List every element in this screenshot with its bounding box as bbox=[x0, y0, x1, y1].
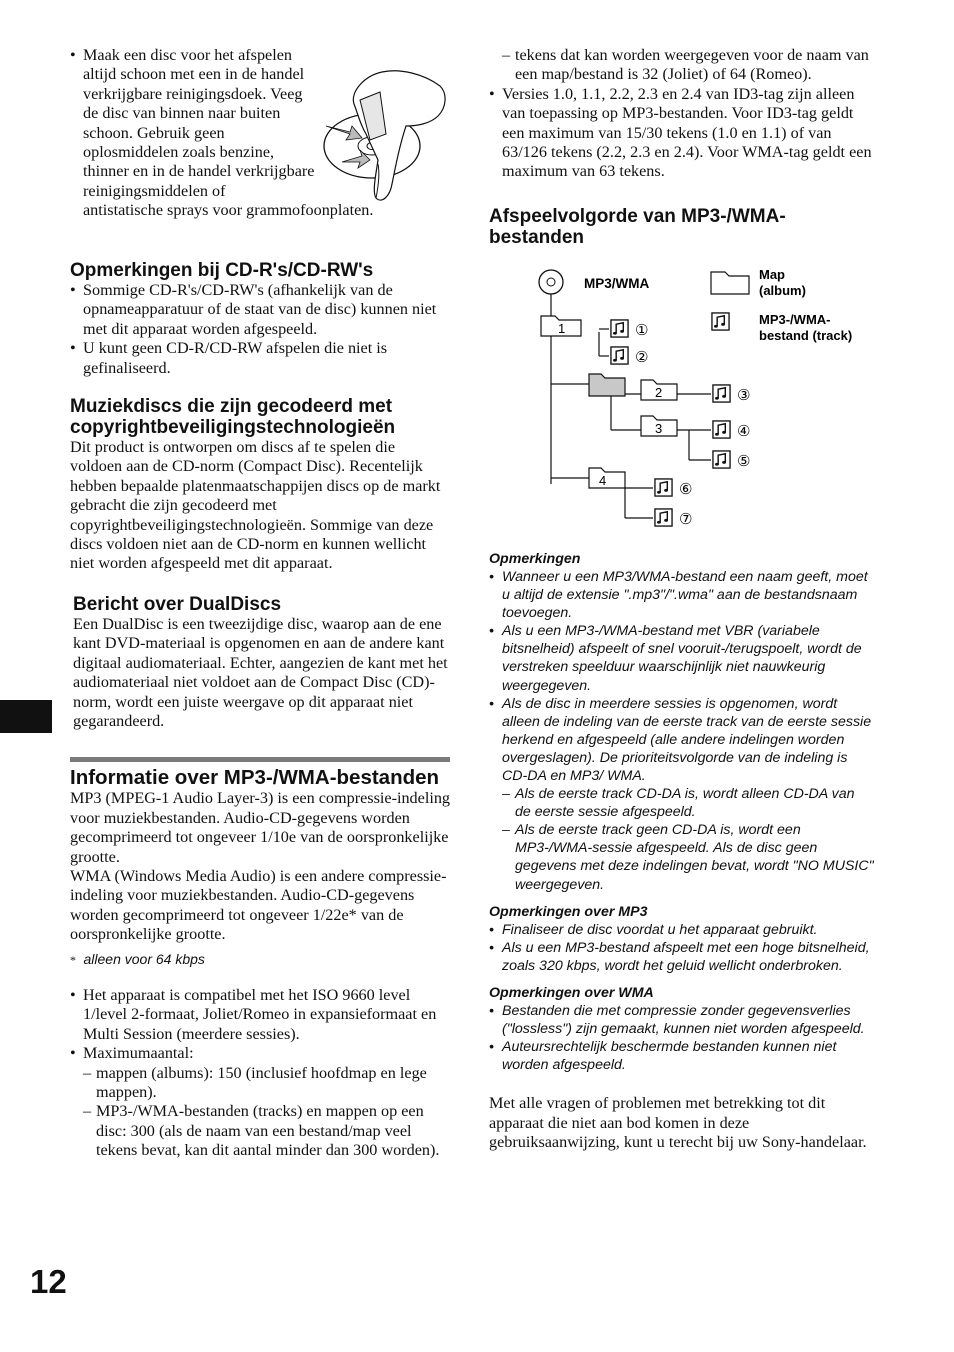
list-item: • Finaliseer de disc voordat u het apparaat gebruikt. bbox=[489, 921, 874, 939]
closing-paragraph: Met alle vragen of problemen met betrekking tot dit apparaat die niet aan bod komen in deze gebruiksaanwijzing, kunt u terecht bij uw Sony-handelaar. bbox=[489, 1094, 867, 1152]
folder-number: 4 bbox=[599, 472, 607, 488]
list-item: • Versies 1.0, 1.1, 2.2, 2.3 en 2.4 van ID3-tag zijn alleen van toepassing op MP3-bestanden. Voor ID3-tag geldt een maximum van 15/30 tekens (1.0 en 1.1) of van 63/126 tekens (2.2, 2.3 en 2.4). Voor WMA-tag geldt een maximum van 63 tekens. bbox=[489, 85, 874, 182]
section-rule bbox=[70, 757, 450, 762]
list-item bbox=[489, 695, 874, 894]
dualdisc-body: Een DualDisc is een tweezijdige disc, waarop aan de ene kant DVD-materiaal is opgenomen en aan de andere kant digitaal audiomateriaal. Echter, aangezien de kant met het audiomateriaal niet voldoet aan de Compact Disc (CD)-norm, wordt een juiste weergave op dit apparaat niet gegarandeerd. bbox=[73, 614, 448, 730]
footnote bbox=[70, 950, 450, 970]
list-item: • Auteursrechtelijk beschermde bestanden kunnen niet worden afgespeeld. bbox=[489, 1038, 874, 1074]
footnote-mark: * bbox=[70, 952, 76, 967]
music-file-icon bbox=[655, 509, 672, 526]
notes-heading: Opmerkingen over WMA bbox=[489, 985, 654, 1001]
cleaning-section bbox=[70, 46, 450, 221]
dash-item: – Als de eerste track geen CD-DA is, wordt een MP3-/WMA-sessie afgespeeld. Als de disc geen gegevens met deze indelingen bevat, wordt "NO MUSIC" weergegeven. bbox=[502, 821, 874, 893]
track-number: ② bbox=[635, 348, 649, 366]
list-item: • Als u een MP3-/WMA-bestand met VBR (variabele bitsnelheid) afspeelt of snel vooruit-/terugspoelt, wordt de verstreken speelduur waarschijnlijk niet nauwkeurig weergegeven. bbox=[489, 622, 874, 694]
list-item: • Wanneer u een MP3/WMA-bestand een naam geeft, moet u altijd de extensie ".mp3"/".wma" aan de bestandsnaam toevoegen. bbox=[489, 568, 874, 622]
dash-item: – MP3-/WMA-bestanden (tracks) en mappen op een disc: 300 (als de naam van een bestand/map veel tekens bevat, kan dit aantal minder dan 300 worden). bbox=[83, 1102, 450, 1160]
track-number: ③ bbox=[737, 386, 751, 404]
music-file-icon bbox=[611, 347, 628, 364]
album-folder-icon bbox=[589, 374, 625, 396]
list-item: • Als u een MP3-bestand afspeelt met een hoge bitsnelheid, zoals 320 kbps, wordt het geluid wellicht onderbroken. bbox=[489, 939, 874, 975]
legend-file-label: bestand (track) bbox=[759, 327, 853, 343]
list-item: • U kunt geen CD-R/CD-RW afspelen die niet is gefinaliseerd. bbox=[70, 339, 450, 378]
cleaning-text-tail: antistatische sprays voor grammofoonplaten. bbox=[83, 201, 374, 220]
music-file-icon bbox=[713, 421, 730, 438]
folder-number: 3 bbox=[655, 420, 663, 436]
sessions-note: Als de disc in meerdere sessies is opgenomen, wordt alleen de indeling van de eerste track van de eerste sessie herkend en afgespeeld (alle andere indelingen worden overgeslagen). De prioriteitsvolgorde van de indeling is CD-DA en MP3/ WMA. bbox=[502, 695, 872, 784]
folder-icon bbox=[589, 468, 625, 488]
track-number: ④ bbox=[737, 422, 751, 440]
right-column bbox=[489, 46, 874, 1153]
dualdisc-heading: Bericht over DualDiscs bbox=[73, 593, 282, 615]
track-number: ① bbox=[635, 321, 649, 339]
folder-icon bbox=[641, 380, 677, 400]
mp3-list bbox=[70, 986, 450, 1161]
root-disc-icon bbox=[539, 270, 563, 294]
notes-mp3 bbox=[489, 903, 874, 975]
max-count-label: Maximumaantal: bbox=[83, 1044, 194, 1063]
section-tab-marker bbox=[0, 700, 52, 733]
root-label: MP3/WMA bbox=[584, 275, 650, 291]
mp3-paragraph-2: WMA (Windows Media Audio) is een andere compressie-indeling voor muziekbestanden. Audio-CD-gegevens worden gecomprimeerd tot ongeveer 1/22e* van de oorspronkelijke grootte. bbox=[70, 866, 447, 944]
music-file-icon bbox=[611, 320, 628, 337]
folder-icon bbox=[541, 316, 581, 336]
play-order-heading: Afspeelvolgorde van MP3-/WMA-bestanden bbox=[489, 205, 786, 248]
music-file-icon bbox=[713, 451, 730, 468]
list-item: • Het apparaat is compatibel met het ISO 9660 level 1/level 2-formaat, Joliet/Romeo in expansieformaat en Multi Session (meerdere sessies). bbox=[70, 986, 450, 1044]
mp3-paragraph-1: MP3 (MPEG-1 Audio Layer-3) is een compressie-indeling voor muziekbestanden. Audio-CD-gegevens worden gecomprimeerd tot ongeveer 1/10e van de oorspronkelijke grootte. bbox=[70, 789, 451, 866]
notes-general bbox=[489, 550, 874, 894]
dash-item: – Als de eerste track CD-DA is, wordt alleen CD-DA van de eerste sessie afgespeeld. bbox=[502, 785, 874, 821]
footnote-text: alleen voor 64 kbps bbox=[83, 950, 205, 967]
folder-tree-diagram bbox=[489, 258, 874, 548]
legend-folder-label: (album) bbox=[759, 282, 806, 298]
music-file-icon bbox=[655, 479, 672, 496]
folder-number: 2 bbox=[655, 384, 663, 400]
continued-dash bbox=[489, 46, 874, 85]
legend-folder-label: Map bbox=[759, 266, 785, 282]
notes-heading: Opmerkingen bbox=[489, 550, 581, 567]
copyright-heading: Muziekdiscs die zijn gecodeerd met copyrightbeveiligingstechnologieën bbox=[70, 396, 396, 439]
cleaning-bullet bbox=[70, 46, 450, 221]
mp3-heading: Informatie over MP3-/WMA-bestanden bbox=[70, 766, 440, 790]
legend-folder-icon bbox=[711, 272, 749, 294]
list-item: • Sommige CD-R's/CD-RW's (afhankelijk van de opnameapparatuur of de staat van de disc) kunnen niet met dit apparaat worden afgespeeld. bbox=[70, 281, 450, 339]
dash-item: – mappen (albums): 150 (inclusief hoofdmap en lege mappen). bbox=[83, 1064, 450, 1103]
track-number: ⑦ bbox=[679, 510, 693, 528]
cleaning-text: • Maak een disc voor het afspelen altijd schoon met een in de handel verkrijgbare reinigingsdoek. Veeg de disc van binnen naar buiten schoon. Gebruik geen oplosmiddelen zoals benzine, thinner en in de handel verkrijgbare reinigingsmiddelen of bbox=[83, 46, 315, 200]
left-column-sections bbox=[70, 260, 450, 1161]
cdr-list bbox=[70, 281, 450, 378]
list-item bbox=[70, 1044, 450, 1160]
notes-wma bbox=[489, 984, 874, 1074]
track-number: ⑥ bbox=[679, 480, 693, 498]
versions-list bbox=[489, 85, 874, 182]
cdr-heading: Opmerkingen bij CD-R's/CD-RW's bbox=[70, 260, 374, 281]
notes-heading: Opmerkingen over MP3 bbox=[489, 903, 648, 920]
legend-file-label: MP3-/WMA- bbox=[759, 311, 831, 327]
folder-icon bbox=[641, 416, 677, 436]
list-item: • Bestanden die met compressie zonder gegevensverlies ("lossless") zijn gemaakt, kunnen niet worden afgespeeld. bbox=[489, 1002, 874, 1038]
copyright-body: Dit product is ontworpen om discs af te spelen die voldoen aan de CD-norm (Compact Disc). Recentelijk hebben bepaalde platenmaatschappijen discs op de markt gebracht die zijn gecodeerd met copyrightbeveiligingstechnologieën. Sommige van deze discs voldoen niet aan de CD-norm en kunnen wellicht niet worden afgespeeld met dit apparaat. bbox=[70, 438, 441, 573]
left-column bbox=[70, 46, 450, 221]
folder-number: 1 bbox=[558, 320, 566, 336]
legend-music-file-icon bbox=[712, 313, 729, 330]
dash-item: – tekens dat kan worden weergegeven voor de naam van een map/bestand is 32 (Joliet) of 64 (Romeo). bbox=[502, 46, 874, 85]
page-number: 12 bbox=[30, 1263, 67, 1300]
music-file-icon bbox=[713, 385, 730, 402]
track-number: ⑤ bbox=[737, 452, 751, 470]
